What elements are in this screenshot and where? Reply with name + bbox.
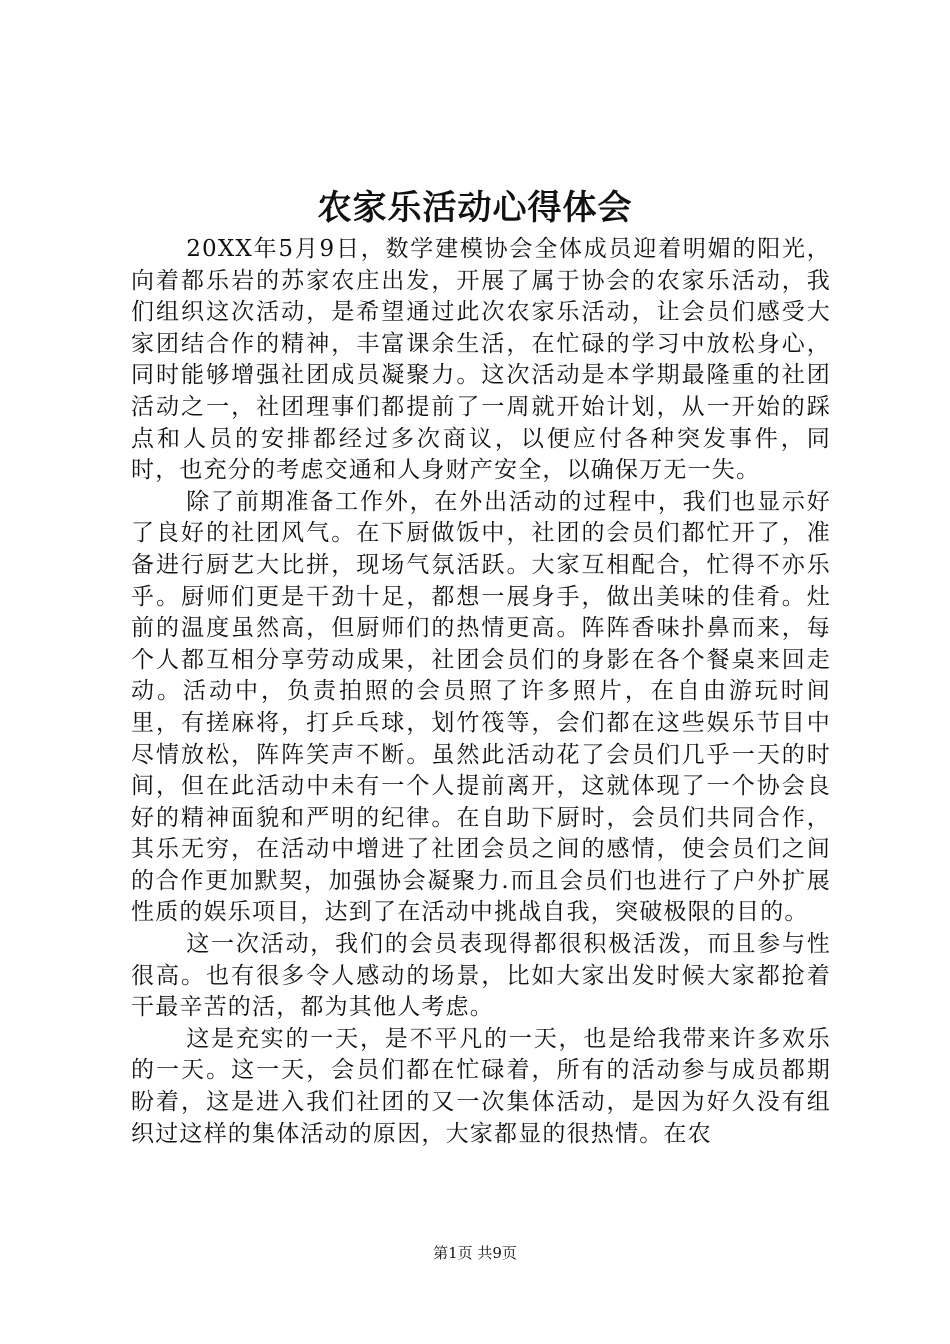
page-number-footer: 第1页 共9页 [433,1244,517,1262]
document-title: 农家乐活动心得体会 [317,188,633,228]
paragraph-4: 这是充实的一天，是不平凡的一天，也是给我带来许多欢乐的一天。这一天，会员们都在忙碌着，所有的活动参与成员都期盼着，这是进入我们社团的又一次集体活动，是因为好久没有组织过这样的集体活动的原因，大家都显的很热情。在农 [131,1025,831,1147]
paragraph-1: 20XX年5月9日，数学建模协会全体成员迎着明媚的阳光，向着都乐岩的苏家农庄出发，开展了属于协会的农家乐活动，我们组织这次活动，是希望通过此次农家乐活动，让会员们感受大家团结合作的精神，丰富课余生活，在忙碌的学习中放松身心，同时能够增强社团成员凝聚力。这次活动是本学期最隆重的社团活动之一，社团理事们都提前了一周就开始计划，从一开始的踩点和人员的安排都经过多次商议，以便应付各种突发事件，同时，也充分的考虑交通和人身财产安全，以确保万无一失。 [131,236,831,484]
paragraph-2: 除了前期准备工作外，在外出活动的过程中，我们也显示好了良好的社团风气。在下厨做饭中，社团的会员们都忙开了，准备进行厨艺大比拼，现场气氛活跃。大家互相配合，忙得不亦乐乎。厨师们更是干劲十足，都想一展身手，做出美味的佳肴。灶前的温度虽然高，但厨师们的热情更高。阵阵香味扑鼻而来，每个人都互相分享劳动成果，社团会员们的身影在各个餐桌来回走动。活动中，负责拍照的会员照了许多照片，在自由游玩时间里，有搓麻将，打乒乓球，划竹筏等，会们都在这些娱乐节目中尽情放松，阵阵笑声不断。虽然此活动花了会员们几乎一天的时间，但在此活动中未有一个人提前离开，这就体现了一个协会良好的精神面貌和严明的纪律。在自助下厨时，会员们共同合作，其乐无穷，在活动中增进了社团会员之间的感情，使会员们之间的合作更加默契，加强协会凝聚力.而且会员们也进行了户外扩展性质的娱乐项目，达到了在活动中挑战自我，突破极限的目的。 [131,488,831,926]
document-body [131,234,831,1150]
paragraph-3: 这一次活动，我们的会员表现得都很积极活泼，而且参与性很高。也有很多令人感动的场景，比如大家出发时候大家都抢着干最辛苦的活，都为其他人考虑。 [131,931,831,1021]
